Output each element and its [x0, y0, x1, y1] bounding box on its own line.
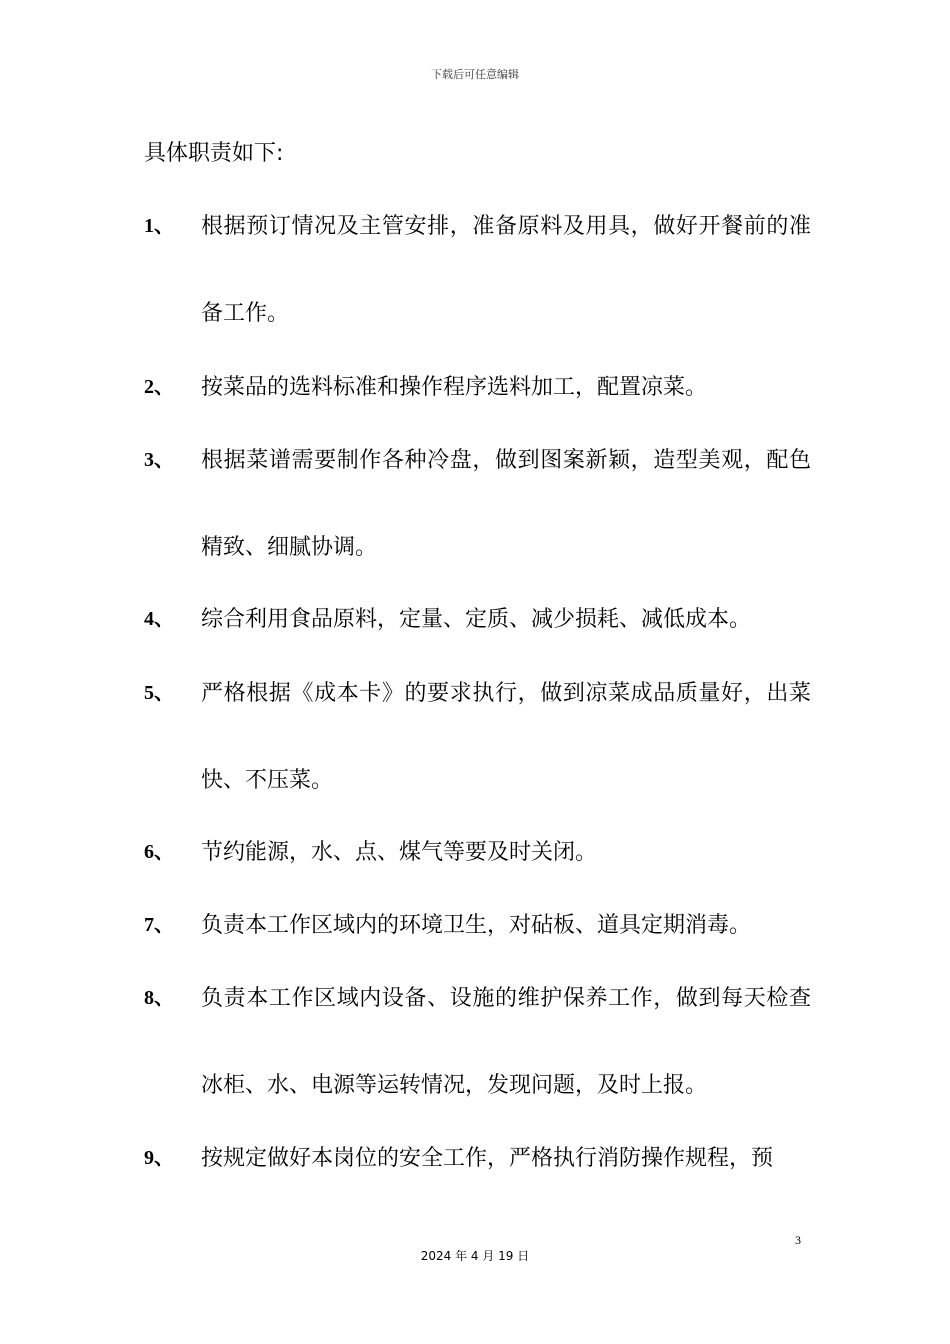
item-number: 7、	[144, 914, 174, 936]
item-text: 按菜品的选料标准和操作程序选料加工，配置凉菜。	[201, 375, 708, 400]
item-number: 6、	[144, 841, 174, 863]
item-text: 负责本工作区域内的环境卫生，对砧板、道具定期消毒。	[201, 913, 752, 938]
item-text: 综合利用食品原料，定量、定质、减少损耗、减低成本。	[201, 607, 752, 632]
item-number: 8、	[144, 987, 174, 1009]
item-text: 按规定做好本岗位的安全工作，严格执行消防操作规程，预	[201, 1146, 774, 1171]
page-footer-date: 2024 年 4 月 19 日	[420, 1249, 530, 1263]
item-number: 5、	[144, 682, 174, 704]
item-number: 1、	[144, 215, 174, 237]
item-number: 3、	[144, 449, 174, 471]
item-text: 节约能源，水、点、煤气等要及时关闭。	[201, 840, 598, 865]
item-text: 根据预订情况及主管安排，准备原料及用具，做好开餐前的准备工作。	[201, 214, 811, 326]
item-number: 4、	[144, 608, 174, 630]
item-number: 2、	[144, 376, 174, 398]
page-number: 3	[795, 1233, 801, 1247]
item-text: 负责本工作区域内设备、设施的维护保养工作，做到每天检查冰柜、水、电源等运转情况，发现问题，及时上报。	[201, 986, 811, 1098]
item-text: 根据菜谱需要制作各种冷盘，做到图案新颖，造型美观，配色精致、细腻协调。	[201, 448, 811, 560]
intro-heading: 具体职责如下:	[144, 141, 284, 166]
page-header: 下载后可任意编辑	[431, 68, 519, 81]
item-number: 9、	[144, 1147, 174, 1169]
item-text: 严格根据《成本卡》的要求执行，做到凉菜成品质量好，出菜快、不压菜。	[201, 681, 811, 793]
